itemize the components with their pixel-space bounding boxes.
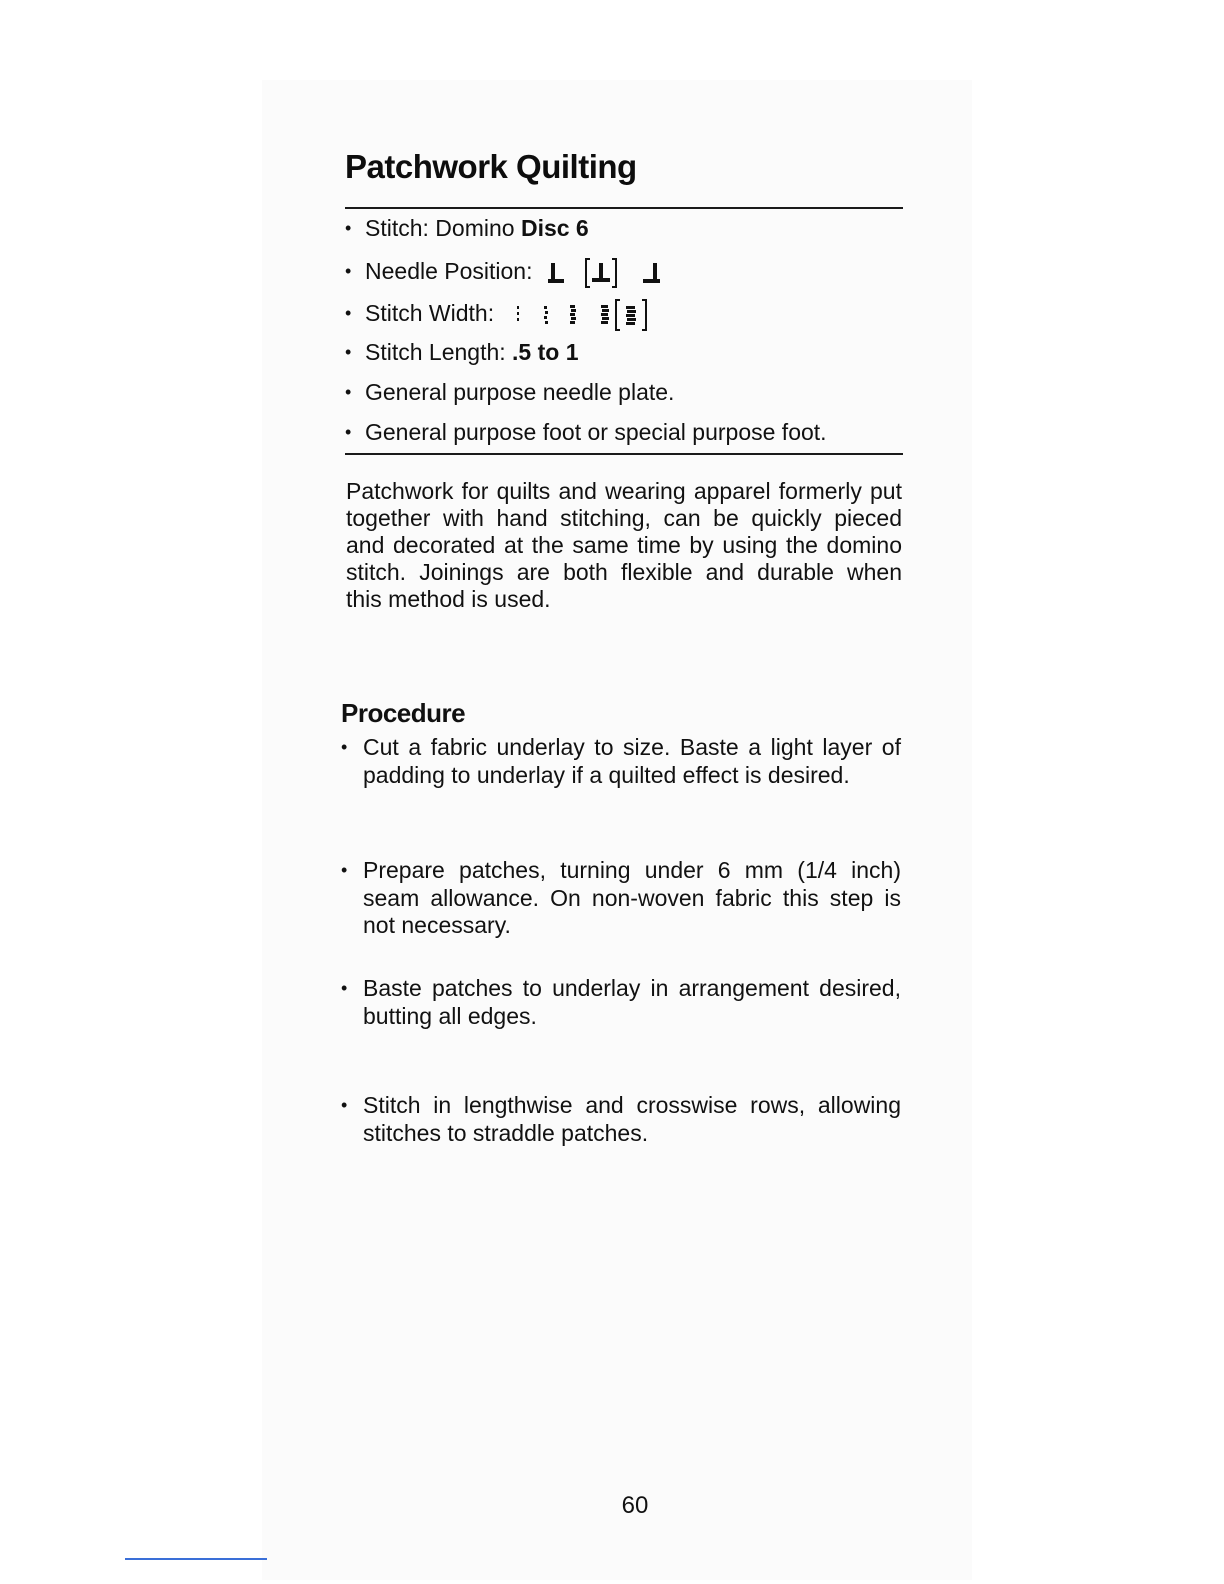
spec-bottom-rule [345,453,903,455]
procedure-step-2 [341,857,901,940]
procedure-step-4 [341,1092,901,1147]
spec-needle-plate [345,378,674,406]
spec-foot-text: General purpose foot or special purpose foot. [365,419,827,445]
intro-paragraph [346,478,902,613]
bullet: • [345,303,352,324]
spec-stitch-value: Disc 6 [520,215,589,241]
spec-stitch [345,214,589,242]
page-number: 60 [621,1492,649,1519]
needle-left-icon [545,259,569,287]
bullet: • [341,860,348,880]
spec-width-label: Stitch Width: [365,300,495,327]
procedure-step-3 [341,975,901,1030]
step-line: Prepare patches, turning under 6 mm (1/4 inch) [363,857,901,883]
spec-length-label: Stitch Length: [365,339,513,365]
spec-stitch-label: Stitch: Domino [365,215,521,241]
step-line: padding to underlay if a quilted effect is desired. [363,761,850,788]
bullet: • [345,422,352,442]
bullet: • [345,218,352,238]
paragraph-line: this method is used. [346,586,551,612]
paragraph-line: stitch. Joinings are both flexible and durable when [346,559,902,585]
spec-needle-position [345,256,664,290]
spec-stitch-width [345,297,661,333]
step-line: Baste patches to underlay in arrangement desired, [363,975,901,1001]
page-title: Patchwork Quilting [345,148,637,185]
step-line: stitches to straddle patches. [363,1119,649,1146]
needle-center-selected-icon [583,256,619,290]
bullet: • [341,1095,348,1115]
needle-right-icon [638,259,664,287]
spec-needle-label: Needle Position: [365,258,533,285]
stitch-width-icons [511,297,661,333]
scan-edge-line [125,1558,267,1560]
procedure-step-1 [341,734,901,789]
spec-stitch-length [345,338,579,366]
paragraph-line: together with hand stitching, can be quickly pieced [346,505,902,531]
bullet: • [341,978,348,998]
paragraph-line: and decorated at the same time by using the domino [346,532,902,558]
step-line: Stitch in lengthwise and crosswise rows, allowing [363,1092,901,1118]
bullet: • [345,342,352,362]
step-line: butting all edges. [363,1002,537,1029]
bullet: • [345,261,352,282]
spec-foot [345,418,827,446]
step-line: not necessary. [363,912,511,938]
spec-plate-text: General purpose needle plate. [365,379,675,405]
step-line: seam allowance. On non-woven fabric this step is [363,884,901,911]
needle-position-symbols [545,256,664,290]
paragraph-line: Patchwork for quilts and wearing apparel formerly put [346,478,902,504]
step-line: Cut a fabric underlay to size. Baste a light layer of [363,734,901,760]
procedure-heading: Procedure [341,698,466,728]
bullet: • [341,737,348,757]
spec-length-value: .5 to 1 [512,339,579,365]
bullet: • [345,382,352,402]
spec-top-rule [345,207,903,209]
